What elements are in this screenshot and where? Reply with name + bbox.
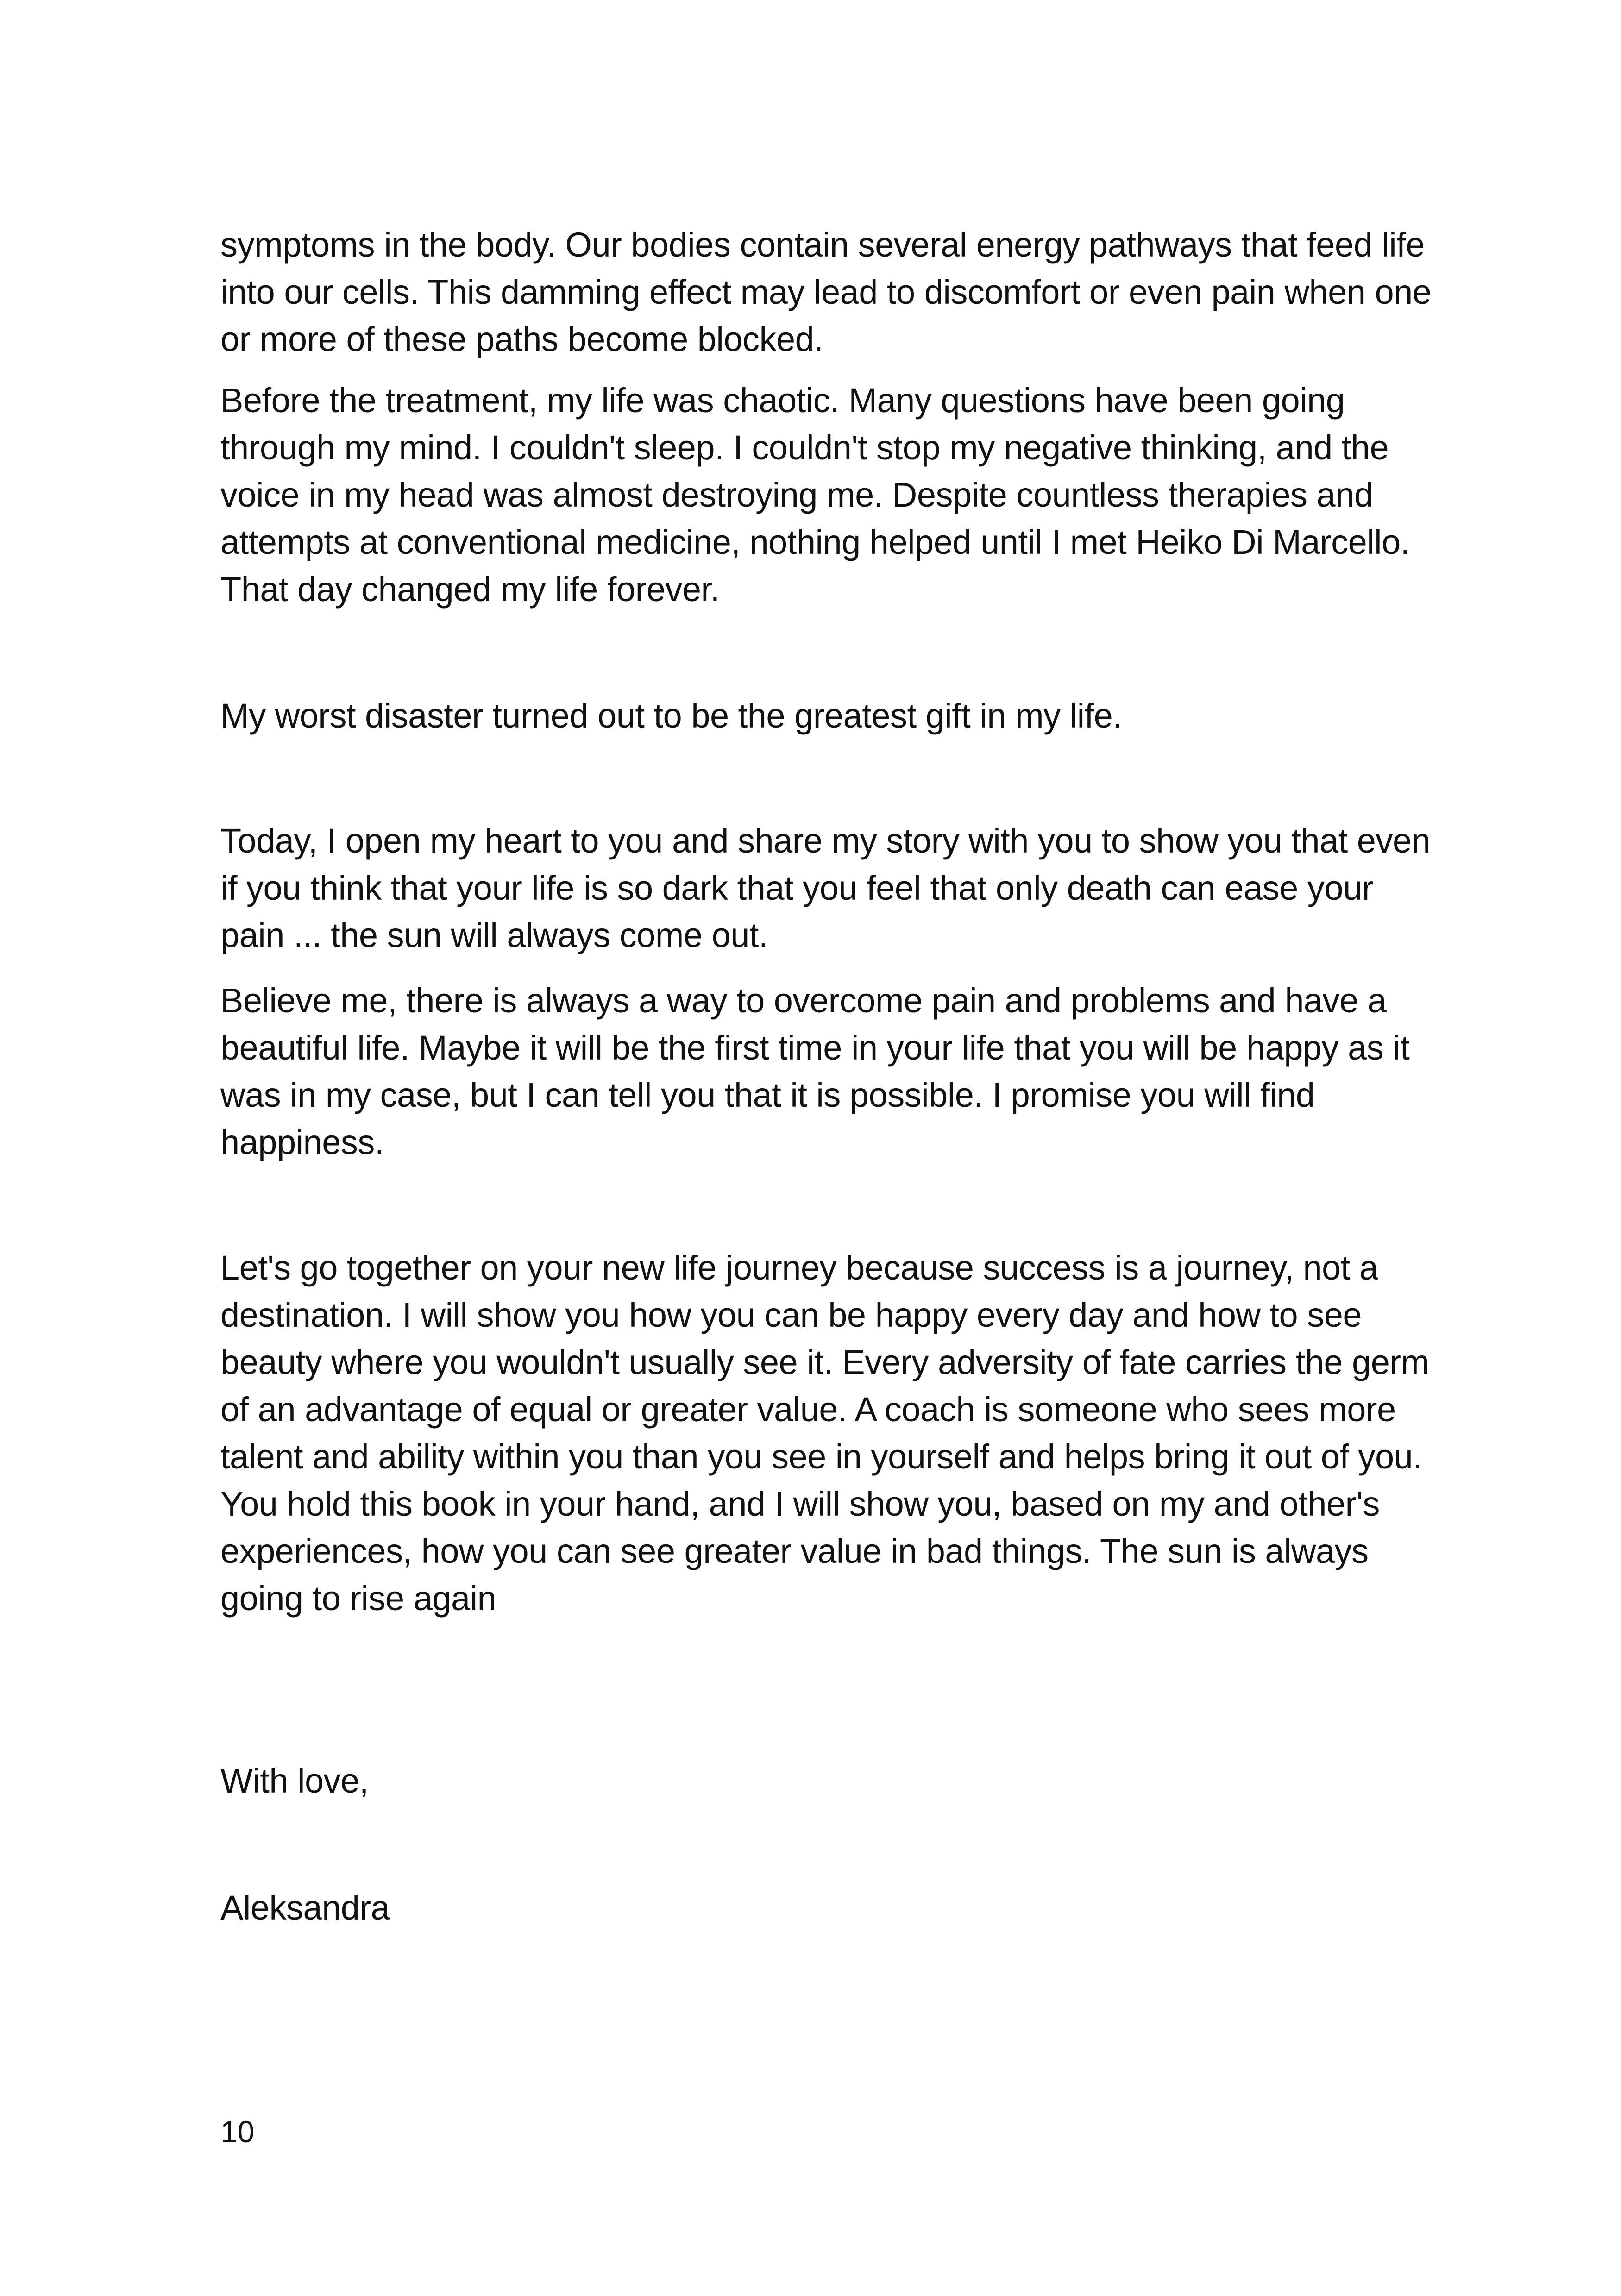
paragraph-body-symptoms: symptoms in the body. Our bodies contain several energy pathways that feed life into our cells. This damming effect may lead to discomfort or even pain when one or more of these paths become blocked. <box>220 226 1432 358</box>
closing-salutation: With love, <box>220 1762 369 1800</box>
page-number: 10 <box>220 2114 255 2149</box>
paragraph-before-treatment: Before the treatment, my life was chaotic. Many questions have been going through my mind. I couldn't sleep. I couldn't stop my negative thinking, and the voice in my head was almost destroying me. Despite countless therapies and attempts at conventional medicine, nothing helped until I met Heiko Di Marcello. That day changed my life forever. <box>220 381 1410 609</box>
paragraph-open-my-heart: Today, I open my heart to you and share my story with you to show you that even if you think that your life is so dark that you feel that only death can ease your pain ... the sun will always come out. <box>220 822 1431 954</box>
paragraph-worst-disaster: My worst disaster turned out to be the greatest gift in my life. <box>220 696 1122 735</box>
signature-name: Aleksandra <box>220 1888 390 1927</box>
paragraph-new-life-journey: Let's go together on your new life journey because success is a journey, not a destination. I will show you how you can be happy every day and how to see beauty where you wouldn't usually see it. Every adversity of fate carries the germ of an advantage of equal or greater value. A coach is someone who sees more talent and ability within you than you see in yourself and helps bring it out of you. You hold this book in your hand, and I will show you, based on my and other's experiences, how you can see greater value in bad things. The sun is always going to rise again <box>220 1248 1429 1618</box>
paragraph-believe-me: Believe me, there is always a way to overcome pain and problems and have a beautiful life. Maybe it will be the first time in your life that you will be happy as it was in my case, but I can tell you that it is possible. I promise you will find happiness. <box>220 981 1410 1161</box>
